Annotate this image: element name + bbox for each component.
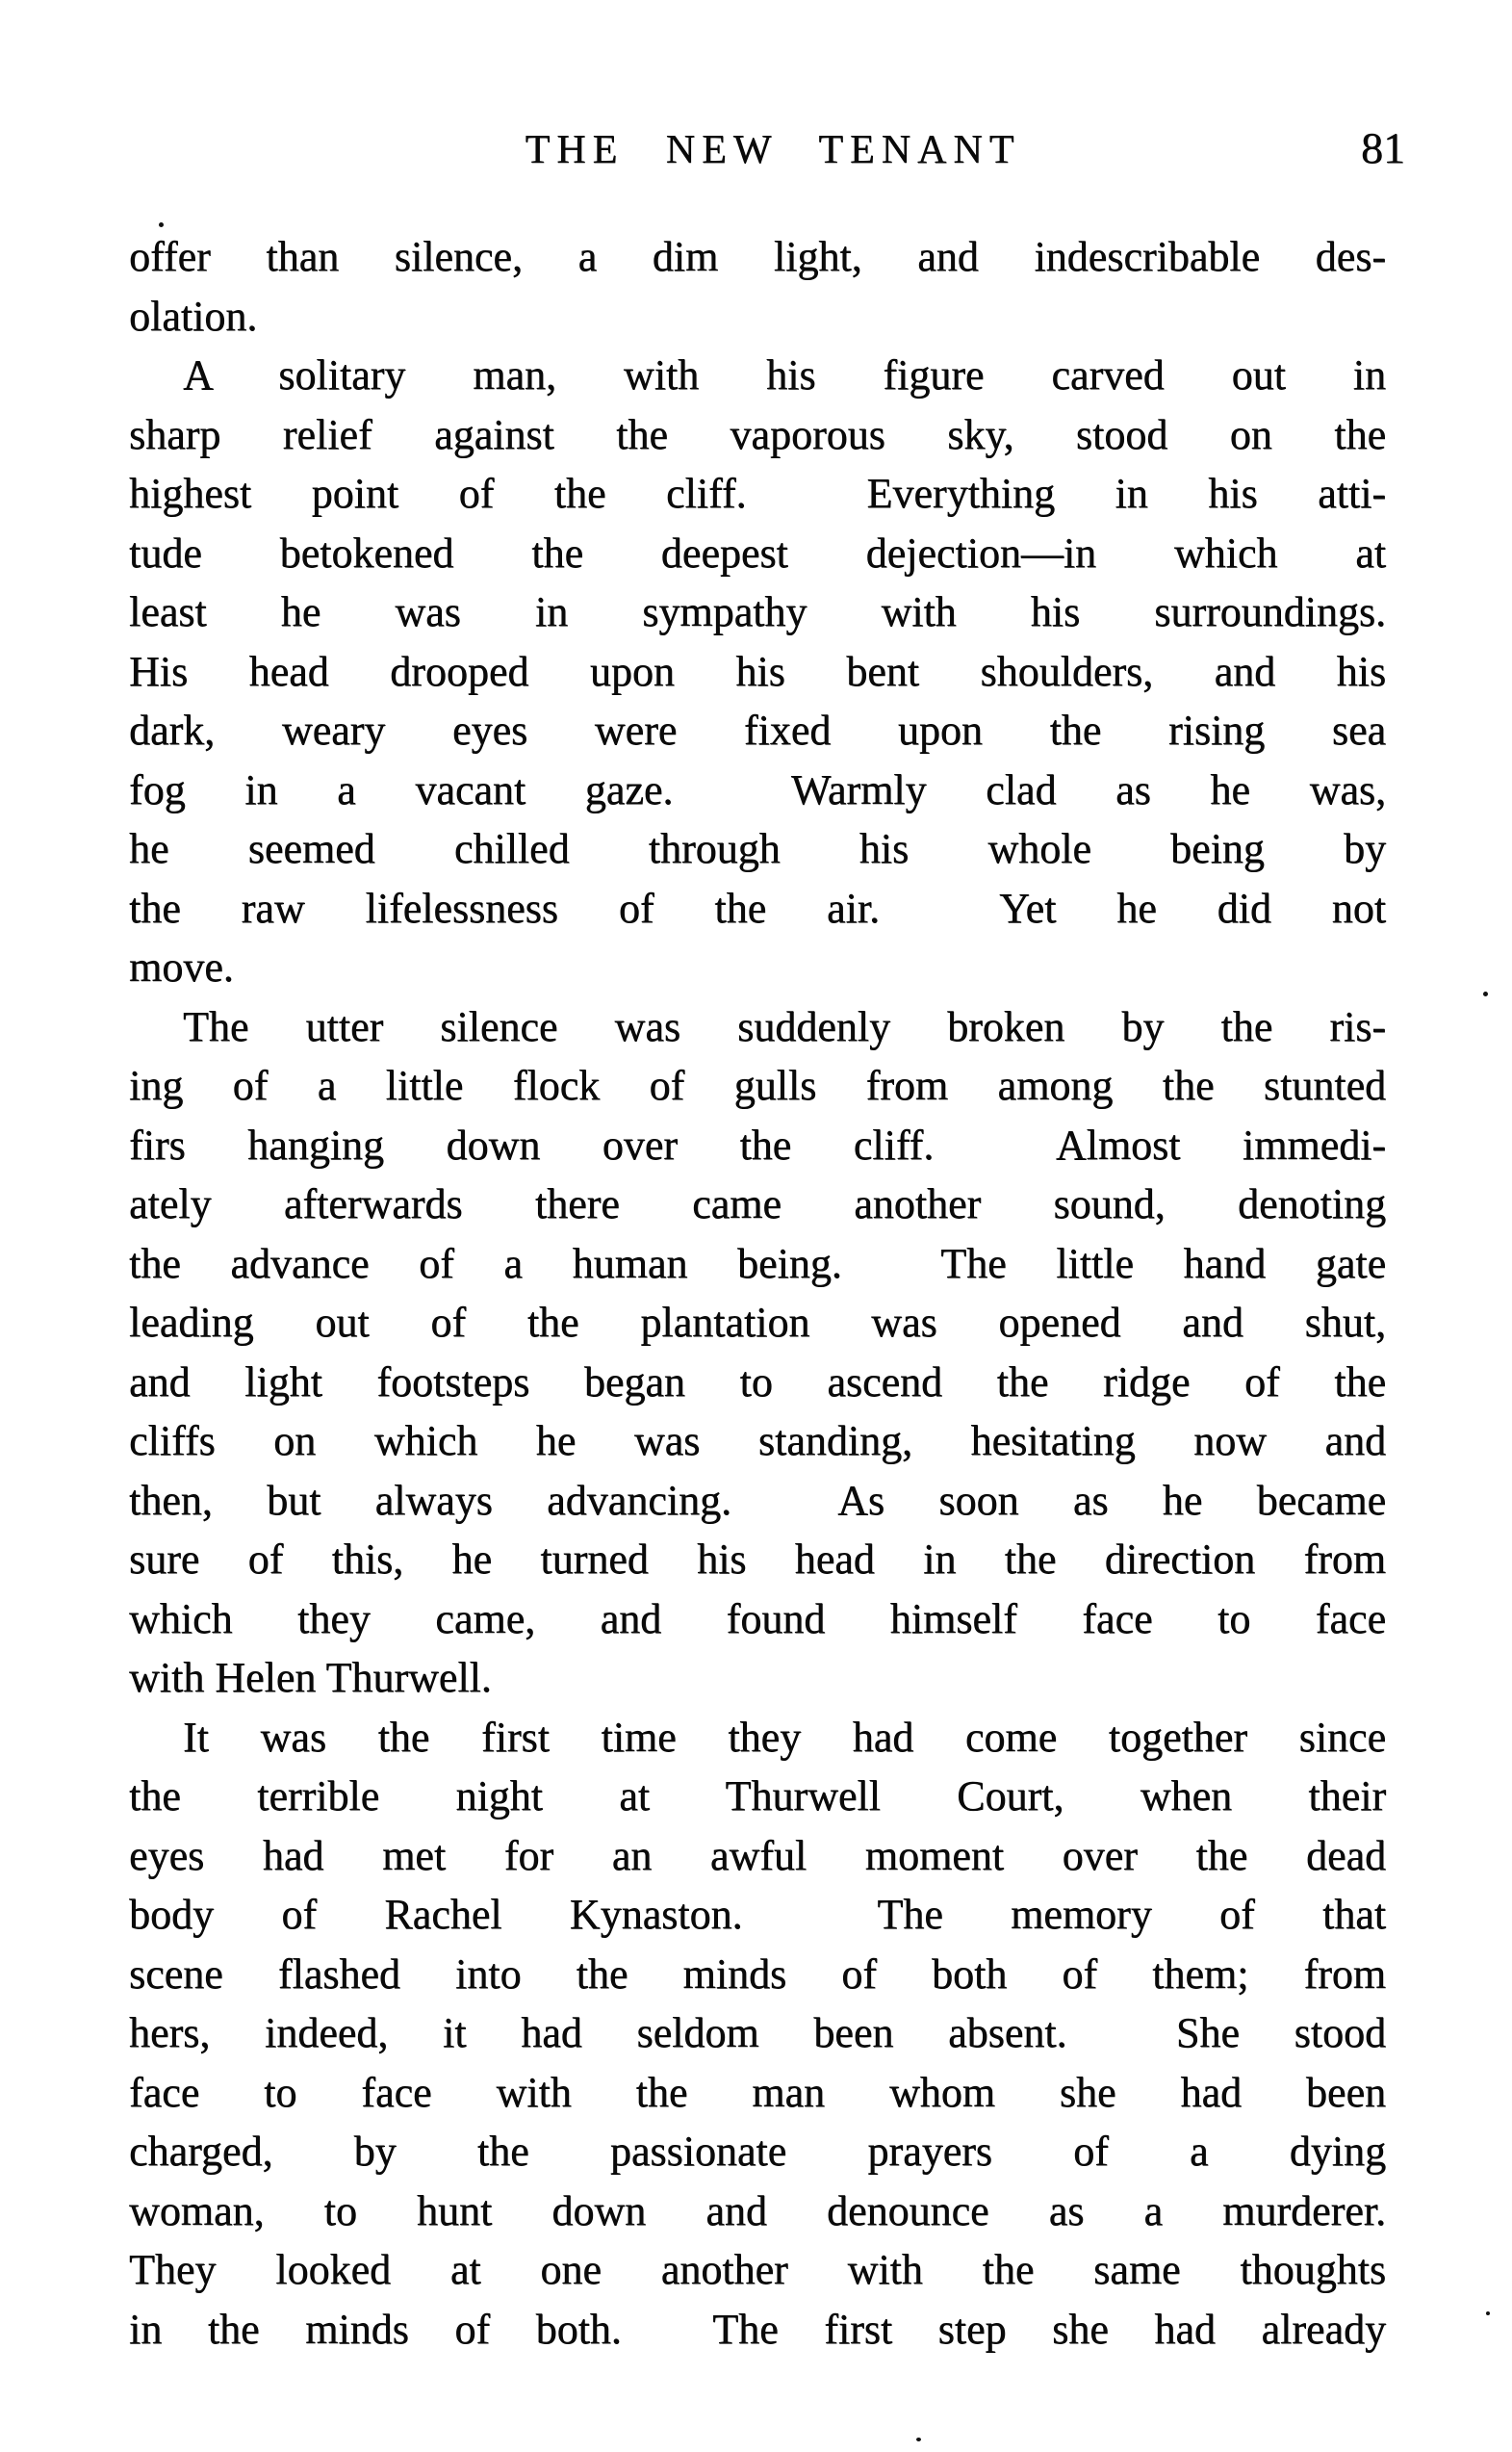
text-line: firs hanging down over the cliff. Almost immedi- <box>129 1121 1386 1169</box>
text-line: sharp relief against the vaporous sky, stood on the <box>129 410 1386 458</box>
text-line: the terrible night at Thurwell Court, when their <box>129 1772 1386 1820</box>
text-line: face to face with the man whom she had been <box>129 2068 1386 2116</box>
text-line: with Helen Thurwell. <box>129 1654 492 1701</box>
text-line: A solitary man, with his figure carved out in <box>183 351 1386 399</box>
scan-speck <box>1483 992 1488 996</box>
text-line: which they came, and found himself face to face <box>129 1594 1386 1642</box>
text-line: then, but always advancing. As soon as he became <box>129 1476 1386 1524</box>
text-line: offer than silence, a dim light, and indescribable des- <box>129 233 1386 280</box>
text-line: in the minds of both. The first step she had already <box>129 2305 1386 2353</box>
text-line: cliffs on which he was standing, hesitating now and <box>129 1417 1386 1464</box>
text-line: tude betokened the deepest dejection—in which at <box>129 529 1386 577</box>
text-line: charged, by the passionate prayers of a dying <box>129 2128 1386 2175</box>
scan-speck <box>159 222 164 227</box>
text-line: he seemed chilled through his whole being by <box>129 825 1386 872</box>
text-line: scene flashed into the minds of both of them; from <box>129 1949 1386 1998</box>
text-line: eyes had met for an awful moment over the dead <box>129 1831 1386 1879</box>
text-line: ately afterwards there came another sound, denoting <box>129 1180 1386 1227</box>
text-line: sure of this, he turned his head in the direction from <box>129 1536 1386 1583</box>
text-line: woman, to hunt down and denounce as a murderer. <box>129 2186 1386 2234</box>
page-number: 81 <box>1361 123 1405 172</box>
text-line: least he was in sympathy with his surroundings. <box>129 588 1386 635</box>
page-title: THE NEW TENANT <box>525 128 1021 172</box>
text-line: leading out of the plantation was opened and shut, <box>129 1299 1386 1346</box>
text-line: the raw lifelessness of the air. Yet he did not <box>129 884 1386 932</box>
text-body <box>129 227 1386 2359</box>
text-line: and light footsteps began to ascend the ridge of the <box>129 1357 1386 1406</box>
scan-speck <box>1486 2311 1490 2315</box>
text-line: the advance of a human being. The little hand gate <box>129 1239 1386 1287</box>
text-line: hers, indeed, it had seldom been absent. She stood <box>129 2009 1386 2056</box>
text-line: move. <box>129 943 234 991</box>
text-line: olation. <box>129 292 258 340</box>
text-line: The utter silence was suddenly broken by the ris- <box>183 1002 1386 1050</box>
text-line: It was the first time they had come together since <box>183 1713 1386 1761</box>
text-line: ing of a little flock of gulls from among the stunted <box>129 1062 1386 1109</box>
scan-speck <box>916 2438 921 2441</box>
text-line: His head drooped upon his bent shoulders, and his <box>129 647 1386 695</box>
text-line: fog in a vacant gaze. Warmly clad as he was, <box>129 765 1386 813</box>
text-line: dark, weary eyes were fixed upon the rising sea <box>129 707 1386 754</box>
text-line: body of Rachel Kynaston. The memory of that <box>129 1891 1386 1938</box>
text-line: highest point of the cliff. Everything in his atti- <box>129 470 1386 517</box>
text-line: They looked at one another with the same thoughts <box>129 2246 1386 2293</box>
running-head <box>129 125 1417 179</box>
